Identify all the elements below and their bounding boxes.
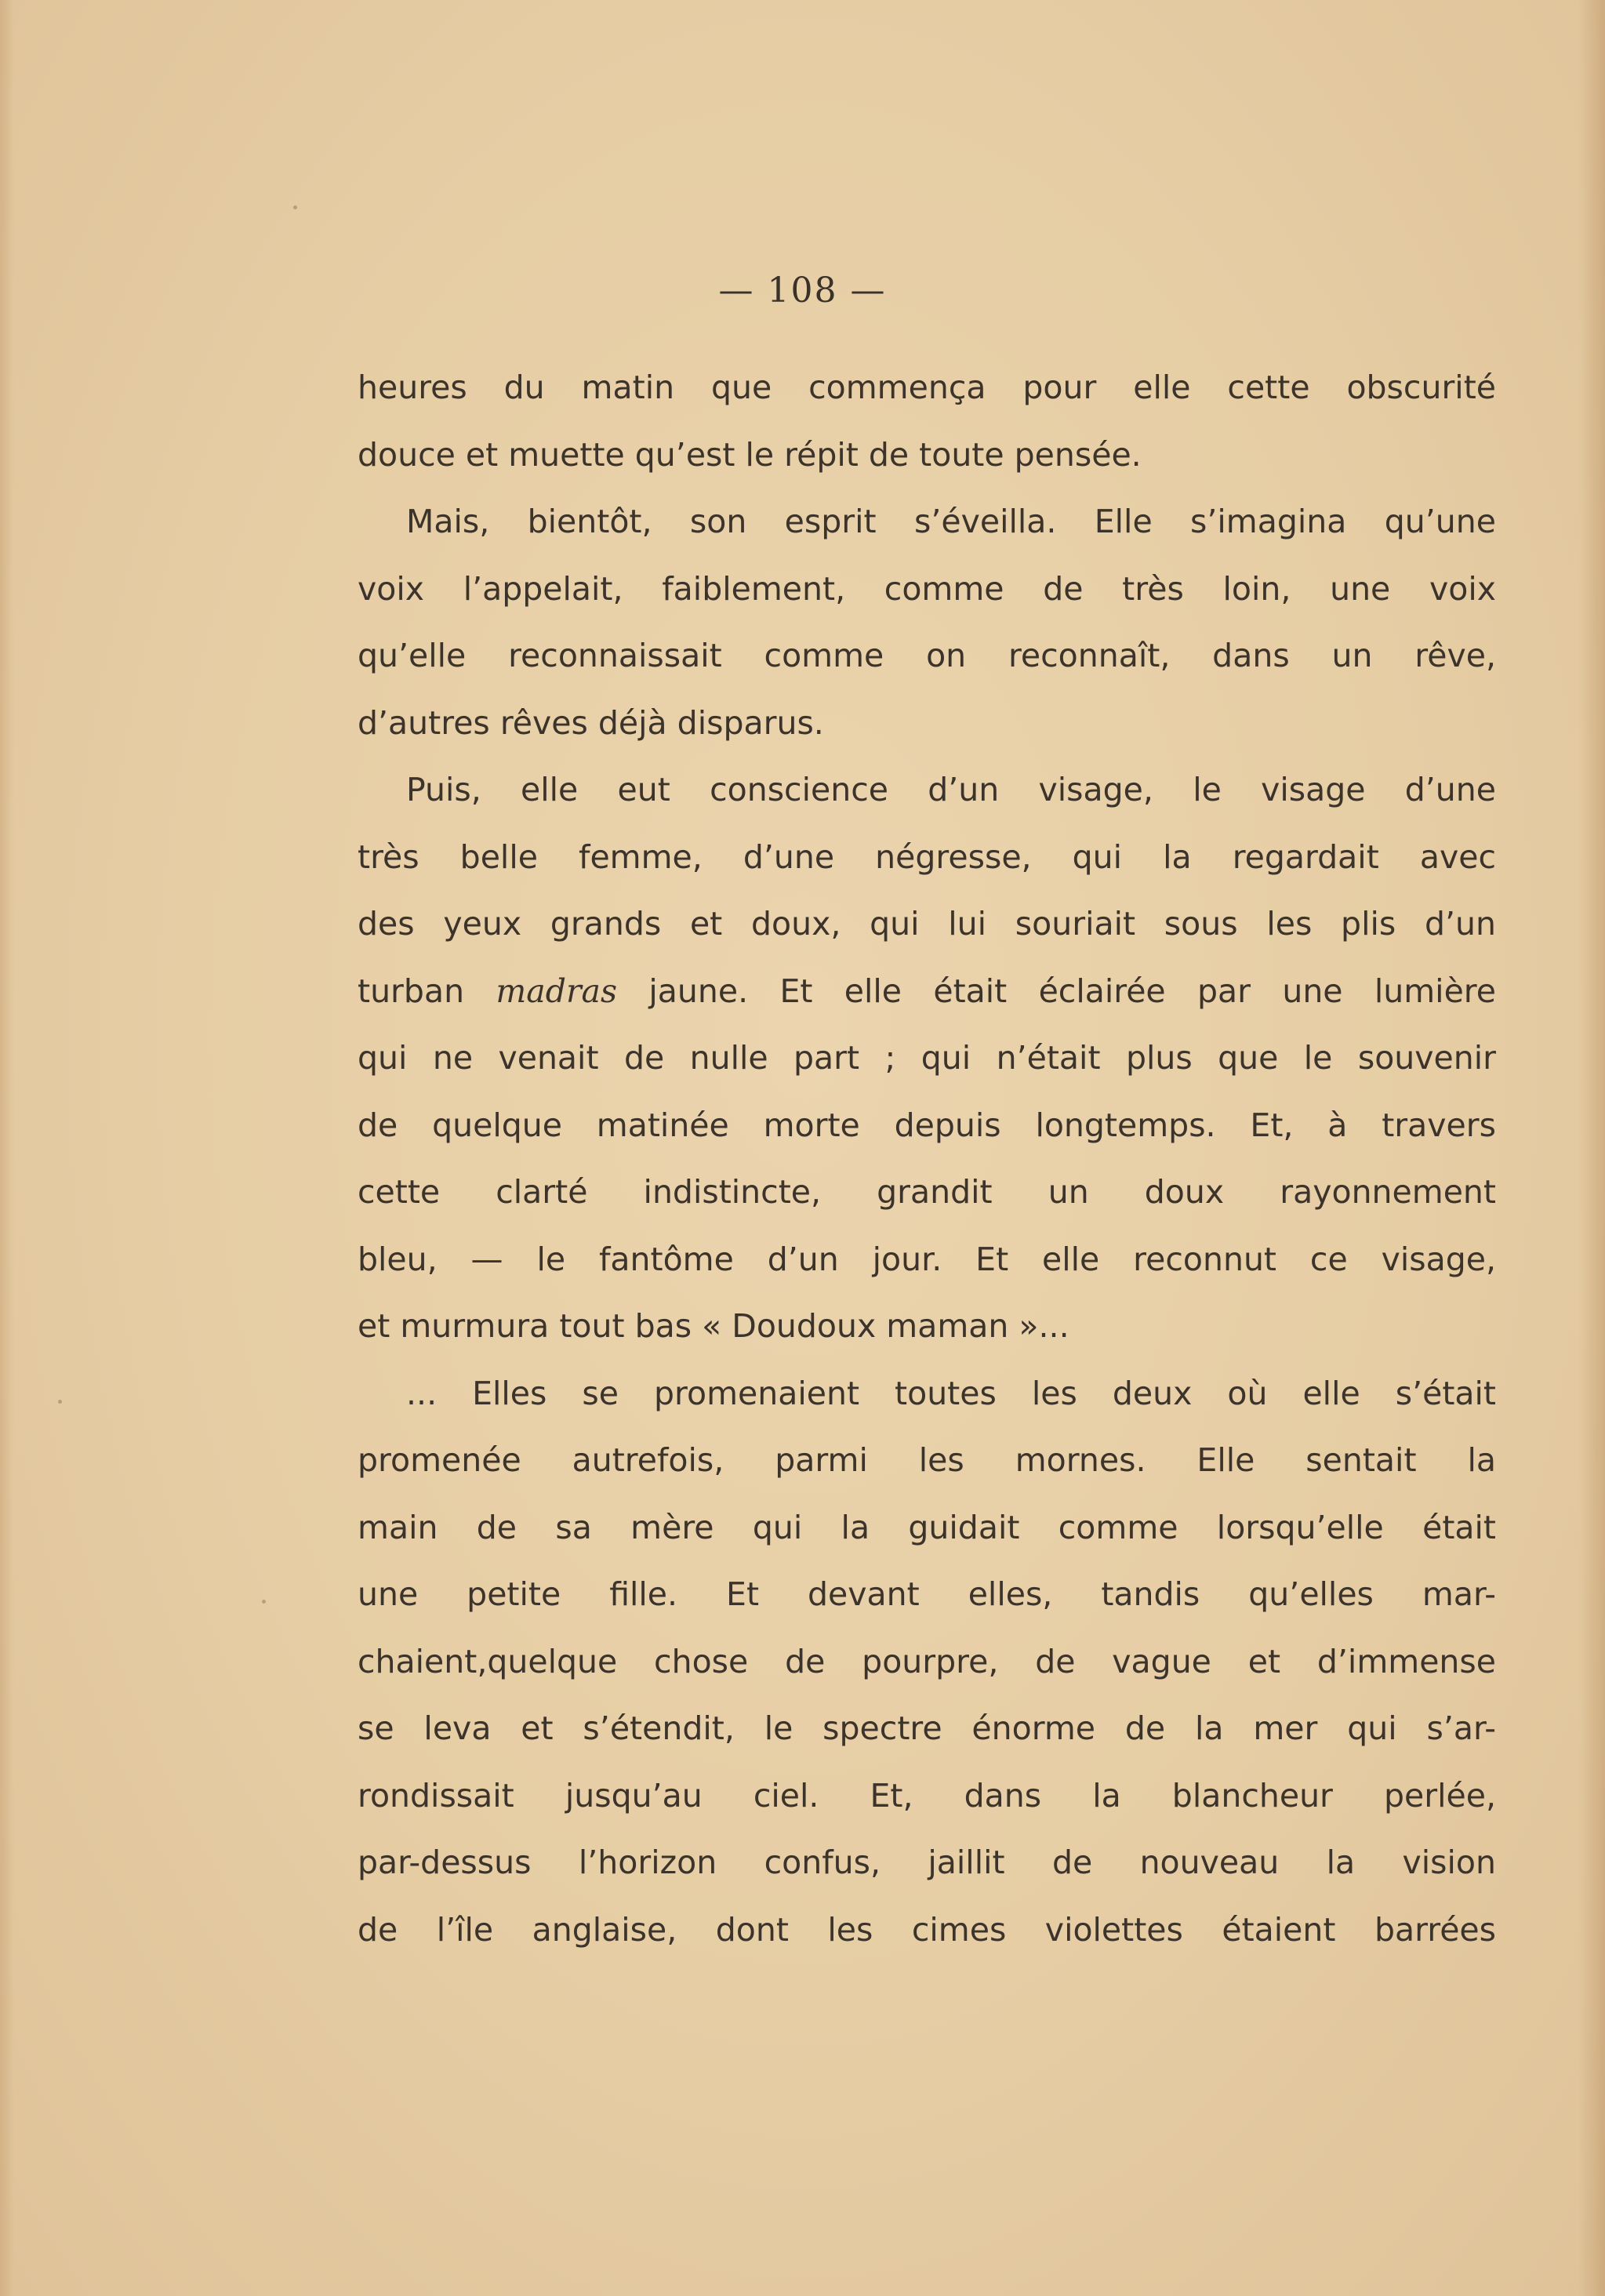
text-line: qu’elle reconnaissait comme on reconnaît, dans un rêve,	[358, 637, 1496, 674]
text-line: et murmura tout bas « Doudoux maman »...	[358, 1307, 1069, 1345]
text-line: ... Elles se promenaient toutes les deux où elle s’était	[406, 1374, 1496, 1412]
page-number: — 108 —	[718, 271, 887, 311]
text-line: qui ne venait de nulle part ; qui n’était plus que le souvenir	[358, 1039, 1496, 1077]
text-line: rondissait jusqu’au ciel. Et, dans la blancheur perlée,	[358, 1776, 1496, 1815]
text-line: une petite fille. Et devant elles, tandis qu’elles mar-	[358, 1575, 1496, 1613]
italic-word: madras	[496, 972, 618, 1010]
text-line: de l’île anglaise, dont les cimes violettes étaient barrées	[358, 1910, 1496, 1949]
body-text	[358, 354, 1496, 1964]
text-line: Mais, bientôt, son esprit s’éveilla. Elle s’imagina qu’une	[406, 503, 1496, 540]
text-line: douce et muette qu’est le répit de toute pensée.	[358, 435, 1142, 474]
page-edge-shadow-left	[0, 0, 14, 2296]
paper-speck	[58, 1400, 62, 1404]
text-line: voix l’appelait, faiblement, comme de très loin, une voix	[358, 569, 1496, 608]
text-line-with-italic	[358, 958, 1496, 1026]
text-line: des yeux grands et doux, qui lui souriait sous les plis d’un	[358, 905, 1496, 943]
text-line: de quelque matinée morte depuis longtemps. Et, à travers	[358, 1106, 1496, 1144]
text-line: d’autres rêves déjà disparus.	[358, 703, 824, 742]
text-line: très belle femme, d’une négresse, qui la regardait avec	[358, 837, 1496, 876]
paper-speck	[262, 1600, 266, 1604]
text-line: heures du matin que commença pour elle cette obscurité	[358, 369, 1496, 406]
text-line: promenée autrefois, parmi les mornes. Elle sentait la	[358, 1441, 1496, 1479]
text-segment: turban	[358, 972, 496, 1010]
text-line: par-dessus l’horizon confus, jaillit de nouveau la vision	[358, 1844, 1496, 1881]
text-line: bleu, — le fantôme d’un jour. Et elle reconnut ce visage,	[358, 1240, 1496, 1278]
text-line: cette clarté indistincte, grandit un doux rayonnement	[358, 1173, 1496, 1211]
text-line: se leva et s’étendit, le spectre énorme de la mer qui s’ar-	[358, 1709, 1496, 1747]
page-edge-shadow	[1578, 0, 1605, 2296]
text-line: chaient,quelque chose de pourpre, de vague et d’immense	[358, 1642, 1496, 1680]
text-segment: jaune. Et elle était éclairée par une lumière	[617, 972, 1496, 1010]
text-line: main de sa mère qui la guidait comme lorsqu’elle était	[358, 1508, 1496, 1546]
paper-speck	[293, 205, 297, 209]
text-line: Puis, elle eut conscience d’un visage, le visage d’une	[406, 771, 1496, 808]
